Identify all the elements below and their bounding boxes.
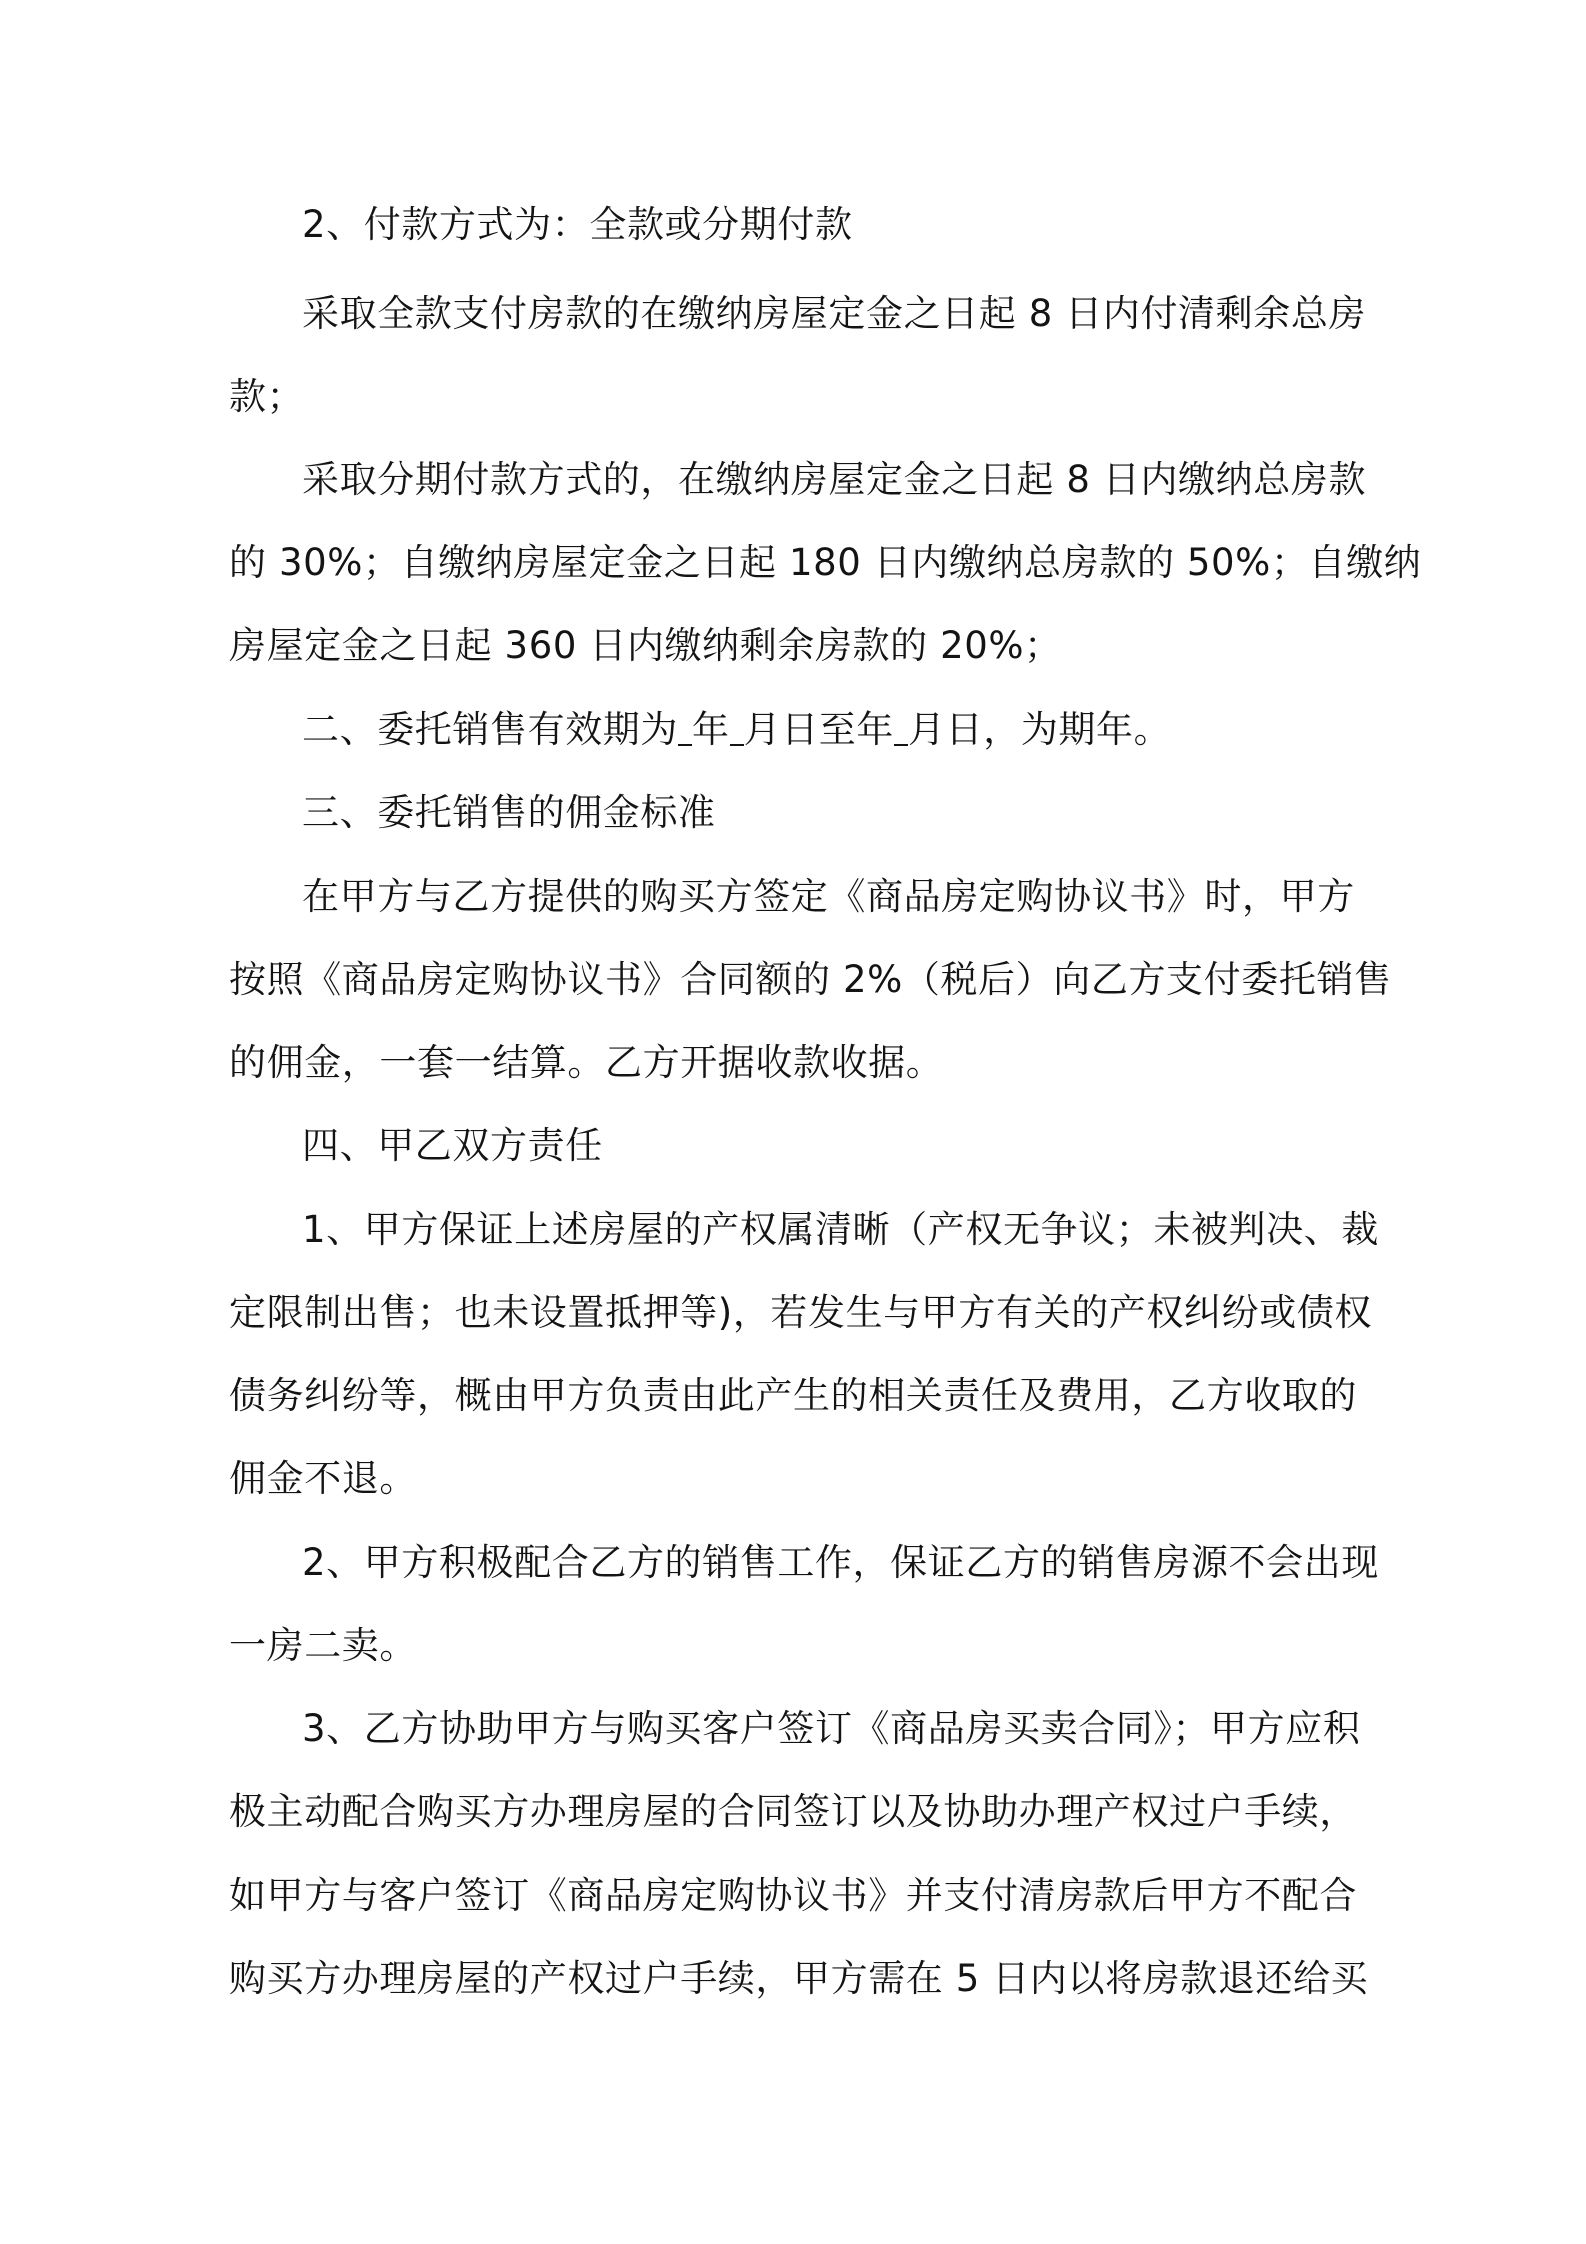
text-line: 3、乙方协助甲方与购买客户签订《商品房买卖合同》；甲方应积 xyxy=(302,1707,1361,1750)
year-blank xyxy=(678,710,692,746)
text-line: 定限制出售；也未设置抵押等)，若发生与甲方有关的产权纠纷或债权 xyxy=(229,1291,1373,1334)
text-line: 如甲方与客户签订《商品房定购协议书》并支付清房款后甲方不配合 xyxy=(229,1874,1357,1917)
validity-period-line xyxy=(302,705,1369,755)
section-heading: 三、委托销售的佣金标准 xyxy=(302,791,716,834)
validity-text-1: 二、委托销售有效期为 xyxy=(302,708,678,751)
text-line: 极主动配合购买方办理房屋的合同签订以及协助办理产权过户手续， xyxy=(229,1790,1357,1833)
text-line: 款； xyxy=(229,375,305,418)
text-line: 一房二卖。 xyxy=(229,1624,417,1667)
month-blank xyxy=(730,710,744,746)
month-blank-2 xyxy=(894,710,908,746)
text-line: 采取分期付款方式的，在缴纳房屋定金之日起 8 日内缴纳总房款 xyxy=(302,458,1367,501)
text-line: 采取全款支付房款的在缴纳房屋定金之日起 8 日内付清剩余总房 xyxy=(302,292,1367,335)
text-line: 房屋定金之日起 360 日内缴纳剩余房款的 20%； xyxy=(229,624,1062,667)
text-line: 佣金不退。 xyxy=(229,1457,417,1500)
validity-text-4: 月日，为期年。 xyxy=(908,708,1172,751)
validity-text-3: 月日至年 xyxy=(743,708,895,751)
text-line: 的佣金，一套一结算。乙方开据收款收据。 xyxy=(229,1041,944,1084)
text-line: 债务纠纷等，概由甲方负责由此产生的相关责任及费用，乙方收取的 xyxy=(229,1374,1357,1417)
text-line: 购买方办理房屋的产权过户手续，甲方需在 5 日内以将房款退还给买 xyxy=(229,1957,1369,2000)
text-line: 2、甲方积极配合乙方的销售工作，保证乙方的销售房源不会出现 xyxy=(302,1541,1379,1584)
text-line: 2、付款方式为：全款或分期付款 xyxy=(302,203,853,246)
validity-text-2: 年 xyxy=(692,708,730,751)
text-line: 在甲方与乙方提供的购买方签定《商品房定购协议书》时，甲方 xyxy=(302,875,1355,918)
section-heading: 四、甲乙双方责任 xyxy=(302,1124,603,1167)
text-line: 1、甲方保证上述房屋的产权属清晰（产权无争议；未被判决、裁 xyxy=(302,1208,1379,1251)
text-line: 的 30%；自缴纳房屋定金之日起 180 日内缴纳总房款的 50%；自缴纳 xyxy=(229,541,1422,584)
text-line: 按照《商品房定购协议书》合同额的 2%（税后）向乙方支付委托销售 xyxy=(229,958,1392,1001)
